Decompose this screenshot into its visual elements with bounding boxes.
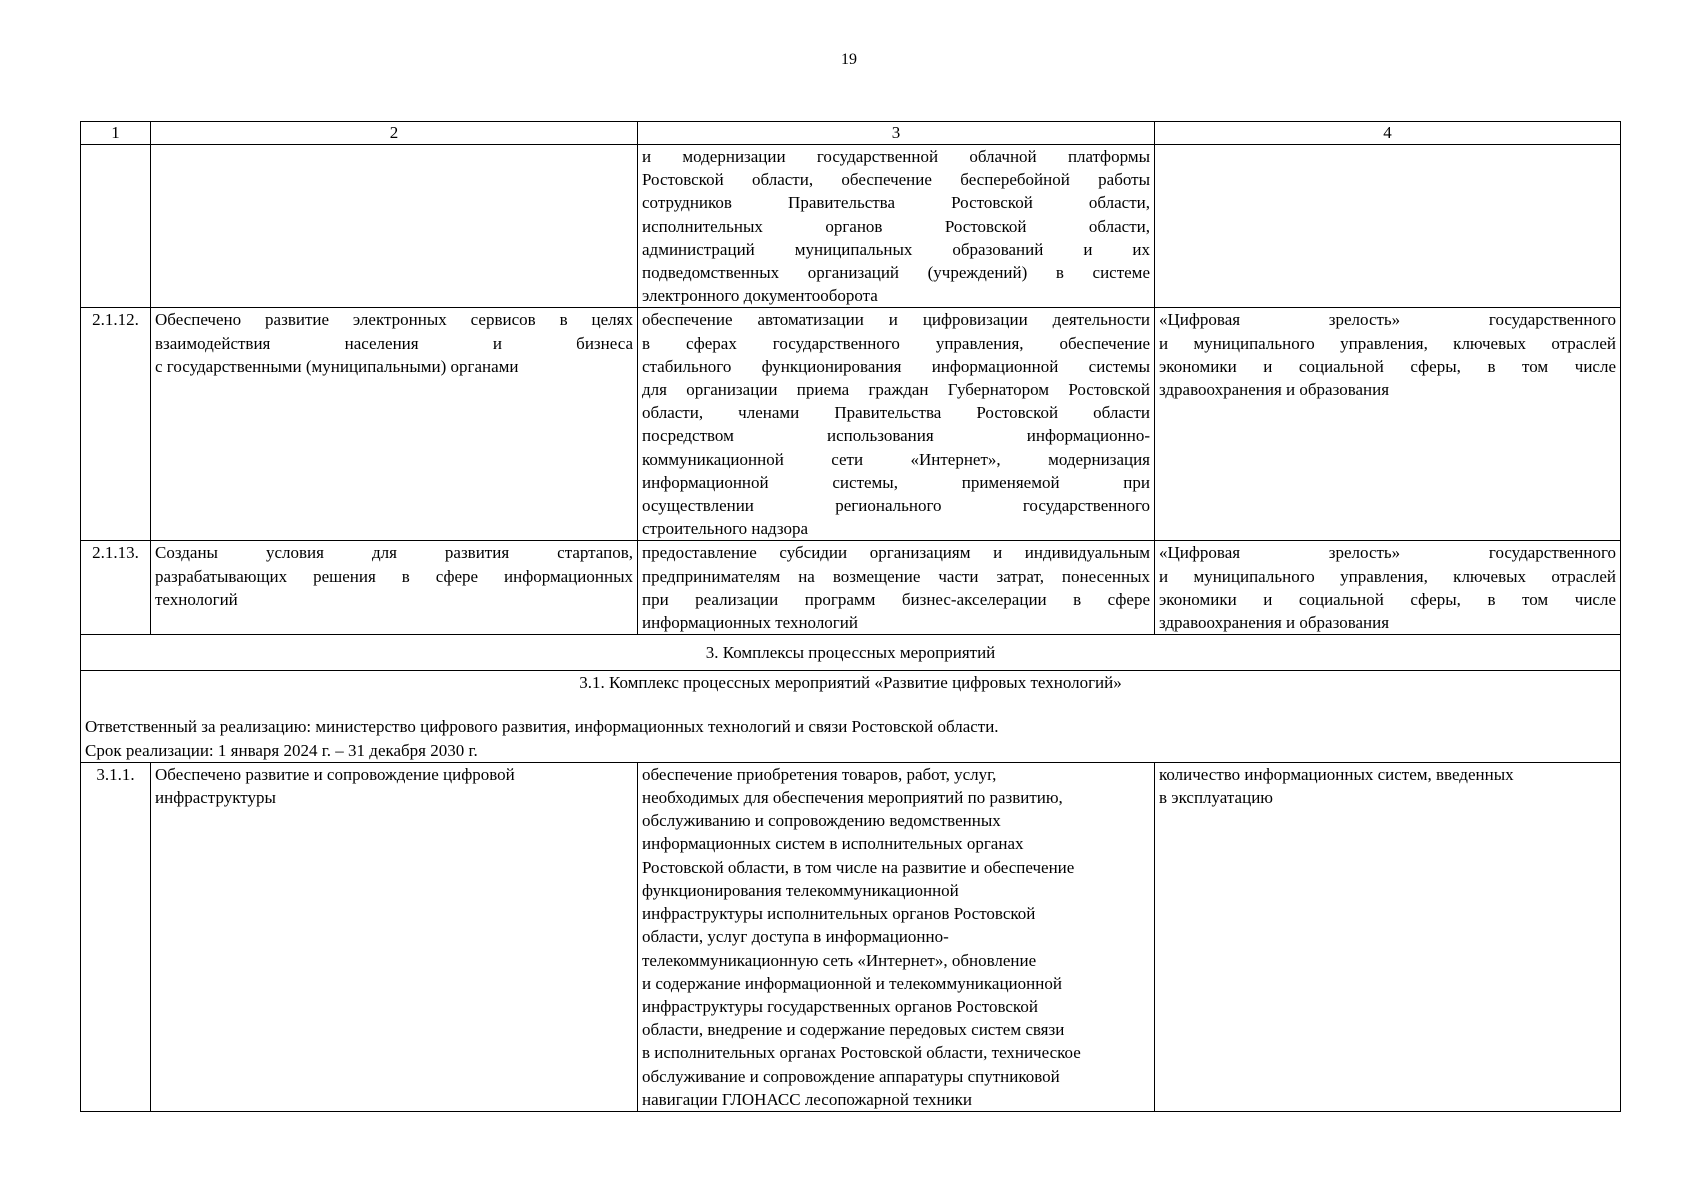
text-line: посредством использования информационно-: [642, 426, 1150, 446]
text-line: и муниципального управления, ключевых отраслей: [1159, 566, 1616, 586]
measure-description-cell: [638, 145, 1155, 308]
complex-info-cell: [81, 671, 1621, 763]
text-line: для организации приема граждан Губернатором Ростовской: [642, 380, 1150, 400]
text-line: обеспечение приобретения товаров, работ, услуг,: [642, 764, 997, 784]
text-line: здравоохранения и образования: [1159, 380, 1390, 400]
text-line: области, членами Правительства Ростовской области: [642, 403, 1150, 423]
text-line: осуществлении регионального государственного: [642, 496, 1150, 516]
indicator-cell: [1155, 541, 1621, 635]
text-line: подведомственных организаций (учреждений) в системе: [642, 263, 1150, 283]
text-line: навигации ГЛОНАСС лесопожарной техники: [642, 1089, 973, 1109]
table-row: [81, 541, 1621, 635]
measure-description-cell: [638, 541, 1155, 635]
text-line: Обеспечено развитие электронных сервисов в целях: [155, 310, 633, 330]
result-cell: [151, 308, 638, 541]
text-line: экономики и социальной сферы, в том числе: [1159, 589, 1616, 609]
text-line: сотрудников Правительства Ростовской области,: [642, 193, 1150, 213]
table-row: [81, 762, 1621, 1111]
text-line: Созданы условия для развития стартапов,: [155, 543, 633, 563]
text-line: инфраструктуры исполнительных органов Ростовской: [642, 904, 1036, 924]
column-header-3: 3: [638, 122, 1155, 145]
text-line: функционирования телекоммуникационной: [642, 880, 959, 900]
text-line: обеспечение автоматизации и цифровизации деятельности: [642, 310, 1150, 330]
text-line: инфраструктуры: [155, 788, 276, 808]
text-line: области, внедрение и содержание передовых систем связи: [642, 1020, 1065, 1040]
text-line: коммуникационной сети «Интернет», модернизация: [642, 449, 1150, 469]
text-line: взаимодействия населения и бизнеса: [155, 333, 633, 353]
text-line: необходимых для обеспечения мероприятий по развитию,: [642, 788, 1063, 808]
text-line: технологий: [155, 589, 238, 609]
table-row: [81, 308, 1621, 541]
row-number-cell: 2.1.12.: [81, 308, 151, 541]
text-line: инфраструктуры государственных органов Ростовской: [642, 996, 1038, 1016]
page-number: 19: [841, 51, 857, 68]
text-line: Ростовской области, обеспечение бесперебойной работы: [642, 170, 1150, 190]
complex-title: 3.1. Комплекс процессных мероприятий «Развитие цифровых технологий»: [579, 673, 1122, 693]
text-line: строительного надзора: [642, 519, 809, 539]
responsible-line: Ответственный за реализацию: министерство цифрового развития, информационных технологий и связи Ростовской области.: [85, 717, 999, 737]
indicator-cell: [1155, 145, 1621, 308]
text-line: администраций муниципальных образований и их: [642, 239, 1150, 259]
text-line: в исполнительных органах Ростовской области, техническое: [642, 1043, 1081, 1063]
text-line: области, услуг доступа в информационно-: [642, 927, 949, 947]
result-cell: [151, 762, 638, 1111]
indicator-cell: [1155, 308, 1621, 541]
text-line: «Цифровая зрелость» государственного: [1159, 310, 1616, 330]
text-line: обслуживание и сопровождение аппаратуры спутниковой: [642, 1066, 1060, 1086]
table-header-row: [81, 122, 1621, 145]
result-cell: [151, 541, 638, 635]
indicator-cell: [1155, 762, 1621, 1111]
section-title: 3. Комплексы процессных мероприятий: [81, 635, 1621, 671]
text-line: Ростовской области, в том числе на развитие и обеспечение: [642, 857, 1075, 877]
text-line: здравоохранения и образования: [1159, 613, 1390, 633]
complex-info-row: [81, 671, 1621, 763]
text-line: предпринимателям на возмещение части затрат, понесенных: [642, 566, 1150, 586]
text-line: электронного документооборота: [642, 286, 878, 306]
column-header-4: 4: [1155, 122, 1621, 145]
text-line: и модернизации государственной облачной платформы: [642, 147, 1150, 166]
text-line: разрабатывающих решения в сфере информационных: [155, 566, 633, 586]
measures-table: [80, 121, 1621, 1112]
result-cell: [151, 145, 638, 308]
text-line: информационной системы, применяемой при: [642, 472, 1150, 492]
column-header-2: 2: [151, 122, 638, 145]
text-line: и муниципального управления, ключевых отраслей: [1159, 333, 1616, 353]
text-line: Обеспечено развитие и сопровождение цифровой: [155, 764, 515, 784]
text-line: в сферах государственного управления, обеспечение: [642, 333, 1150, 353]
row-number-cell: [81, 145, 151, 308]
text-line: «Цифровая зрелость» государственного: [1159, 543, 1616, 563]
row-number-cell: 3.1.1.: [81, 762, 151, 1111]
text-line: исполнительных органов Ростовской области,: [642, 216, 1150, 236]
text-line: в эксплуатацию: [1159, 788, 1273, 808]
text-line: стабильного функционирования информационной системы: [642, 356, 1150, 376]
text-line: количество информационных систем, введенных: [1159, 764, 1514, 784]
text-line: информационных систем в исполнительных органах: [642, 834, 1024, 854]
term-line: Срок реализации: 1 января 2024 г. – 31 декабря 2030 г.: [85, 740, 478, 760]
measure-description-cell: [638, 308, 1155, 541]
text-line: информационных технологий: [642, 613, 858, 633]
column-header-1: 1: [81, 122, 151, 145]
row-number-cell: 2.1.13.: [81, 541, 151, 635]
text-line: обслуживанию и сопровождению ведомственных: [642, 811, 1001, 831]
text-line: экономики и социальной сферы, в том числе: [1159, 356, 1616, 376]
text-line: при реализации программ бизнес-акселерации в сфере: [642, 589, 1150, 609]
text-line: телекоммуникационную сеть «Интернет», обновление: [642, 950, 1037, 970]
text-line: и содержание информационной и телекоммуникационной: [642, 973, 1062, 993]
text-line: с государственными (муниципальными) органами: [155, 356, 519, 376]
text-line: предоставление субсидии организациям и индивидуальным: [642, 543, 1150, 563]
continuation-row: [81, 145, 1621, 308]
section-heading-row: [81, 635, 1621, 671]
measure-description-cell: [638, 762, 1155, 1111]
